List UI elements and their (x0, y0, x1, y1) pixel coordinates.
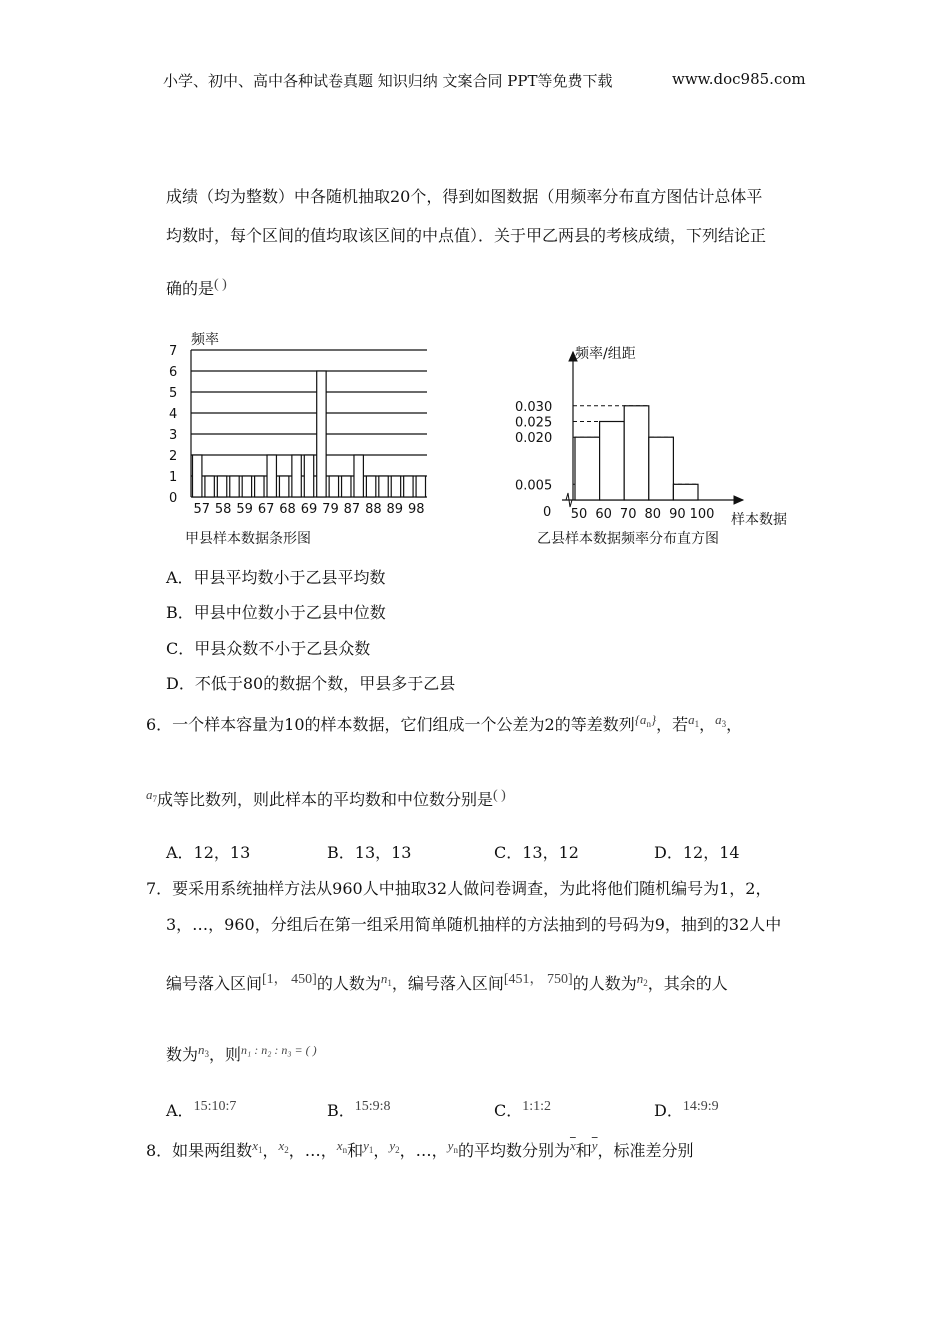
q8-xn: xn (336, 1138, 348, 1155)
q6-seq-an: {an} (634, 712, 657, 729)
bar (292, 455, 301, 497)
q6-option-a[interactable]: A．12，13 (166, 843, 251, 862)
q5-option-c[interactable]: C．甲县众数不小于乙县众数 (166, 639, 371, 658)
q7-n2: n2 (636, 971, 648, 988)
q5-option-a[interactable]: A．甲县平均数小于乙县平均数 (166, 568, 386, 587)
x-tick-label: 70 (619, 507, 637, 522)
q7-n3: n3 (198, 1042, 210, 1059)
x-tick-label: 98 (407, 502, 425, 517)
q7-option-a[interactable]: A．15:10:7 (166, 1099, 237, 1120)
bar (342, 476, 351, 497)
bar (205, 476, 214, 497)
q7-line2: 3，…，960，分组后在第一组采用简单随机抽样的方法抽到的号码为9，抽到的32人中 (166, 915, 782, 934)
y-tick-label: 2 (169, 449, 178, 464)
bar (329, 476, 338, 497)
bar (193, 455, 202, 497)
q8-y1: y1 (363, 1138, 374, 1155)
histogram-bar (575, 437, 600, 500)
y-tick-label: 0.020 (515, 431, 553, 447)
q7-ratio: n₁ : n₂ : n₃ = ( ) (241, 1043, 317, 1057)
q8-y2: y2 (389, 1138, 400, 1155)
q6-option-d[interactable]: D．12，14 (654, 843, 740, 862)
x-tick-label: 79 (322, 502, 339, 517)
q7-option-d[interactable]: D．14:9:9 (654, 1099, 719, 1120)
chart-yi-histogram (505, 340, 805, 530)
chart-jia-title: 甲县样本数据条形图 (185, 531, 311, 547)
q6-a7: a7 (146, 787, 157, 804)
x-tick-label: 58 (214, 502, 232, 517)
y-tick-label: 0.030 (515, 399, 553, 415)
y-tick-label: 6 (169, 365, 178, 380)
q6-answer-paren: ( ) (493, 788, 506, 803)
x-tick-label: 50 (570, 507, 588, 522)
chart-yi-origin: 0 (543, 505, 552, 520)
bar (404, 476, 413, 497)
q6-a3: a3 (715, 712, 727, 729)
x-tick-label: 67 (257, 502, 275, 517)
q6-option-c[interactable]: C．13，12 (494, 843, 579, 862)
q8-line1: 8．如果两组数$^{x_1}$，$^{x_2}$，…，$^{x_n}$和$^{y_1}$，$^{y_2}$，…，$^{y_n}$的平均数分别为$^{\overline{x}}$和$^{\overline{y}}$，标准差分别 (146, 1138, 694, 1160)
x-tick-label: 68 (279, 502, 296, 517)
bar (304, 455, 313, 497)
x-tick-label: 60 (595, 507, 612, 522)
x-tick-label: 80 (644, 507, 662, 522)
bar (379, 476, 388, 497)
x-tick-label: 59 (236, 502, 253, 517)
y-tick-label: 1 (169, 470, 178, 485)
q8-yn: yn (447, 1138, 458, 1155)
bar (354, 455, 363, 497)
y-tick-label: 0 (169, 491, 178, 506)
bar (217, 476, 226, 497)
chart-jia-ylabel: 频率 (191, 332, 219, 348)
x-tick-label: 100 (689, 507, 715, 522)
y-tick-label: 0.005 (515, 478, 553, 494)
bar (391, 476, 400, 497)
q5-line2: 均数时，每个区间的值均取该区间的中点值）．关于甲乙两县的考核成绩，下列结论正 (166, 226, 767, 245)
bar (242, 476, 251, 497)
histogram-bar (624, 406, 649, 500)
q6-line2: $^{a_7}$成等比数列，则此样本的平均数和中位数分别是( ) (146, 787, 506, 809)
histogram-bar (649, 437, 674, 500)
bar (317, 371, 326, 497)
y-tick-label: 7 (169, 344, 178, 359)
bar (416, 476, 425, 497)
chart-yi-ylabel: 频率/组距 (575, 346, 636, 362)
x-tick-label: 90 (669, 507, 686, 522)
histogram-bar (673, 484, 698, 500)
q5-line1: 成绩（均为整数）中各随机抽取20个，得到如图数据（用频率分布直方图估计总体平 (166, 187, 763, 206)
header-left: 小学、初中、高中各种试卷真题 知识归纳 文案合同 PPT等免费下载 (163, 72, 613, 90)
q8-x1: x1 (252, 1138, 263, 1155)
bar (366, 476, 375, 497)
q6-a1: a1 (688, 712, 700, 729)
x-tick-label: 57 (193, 502, 211, 517)
x-tick-label: 88 (365, 502, 382, 517)
q8-xbar: x (569, 1138, 576, 1153)
q7-line4: 数为$^{n_3}$，则$^{n_1 : n_2 : n_3 = ( )}$ (166, 1042, 317, 1064)
q5-option-b[interactable]: B．甲县中位数小于乙县中位数 (166, 603, 386, 622)
bar (230, 476, 239, 497)
q7-option-c[interactable]: C．1:1:2 (494, 1099, 552, 1120)
histogram-bar (600, 422, 625, 501)
bar (267, 455, 276, 497)
bar (279, 476, 288, 497)
q8-ybar: y (591, 1138, 598, 1153)
y-tick-label: 4 (169, 407, 178, 422)
x-tick-label: 89 (386, 502, 404, 517)
x-tick-label: 69 (300, 502, 318, 517)
q7-interval-2: [451， 750] (503, 972, 573, 987)
bar (255, 476, 264, 497)
q5-option-d[interactable]: D．不低于80的数据个数，甲县多于乙县 (166, 674, 456, 693)
y-tick-label: 0.025 (515, 415, 553, 431)
x-tick-label: 87 (343, 502, 361, 517)
q7-line1: 7．要采用系统抽样方法从960人中抽取32人做问卷调查，为此将他们随机编号为1，2， (146, 879, 772, 898)
q7-option-b[interactable]: B．15:9:8 (327, 1099, 391, 1120)
q7-line3: 编号落入区间[1， 450]的人数为$^{n_1}$，编号落入区间[451， 750]的人数为$^{n_2}$，其余的人 (166, 971, 728, 993)
q7-interval-1: [1， 450] (262, 972, 317, 987)
q8-x2: x2 (278, 1138, 289, 1155)
q5-line3: 确的是( ) (166, 277, 227, 298)
chart-yi-xlabel: 样本数据 (731, 512, 787, 528)
q7-n1: n1 (380, 971, 392, 988)
chart-yi-title: 乙县样本数据频率分布直方图 (537, 531, 719, 547)
y-tick-label: 5 (169, 386, 178, 401)
q5-answer-paren: ( ) (214, 277, 227, 292)
y-tick-label: 3 (169, 428, 178, 443)
header-right: www.doc985.com (672, 70, 806, 88)
q6-option-b[interactable]: B．13，13 (327, 843, 412, 862)
chart-jia-bar (165, 327, 440, 527)
q6-line1: 6．一个样本容量为10的样本数据，它们组成一个公差为2的等差数列$^{\{a_n\}}$，若$^{a_1}$，$^{a_3}$， (146, 712, 743, 734)
